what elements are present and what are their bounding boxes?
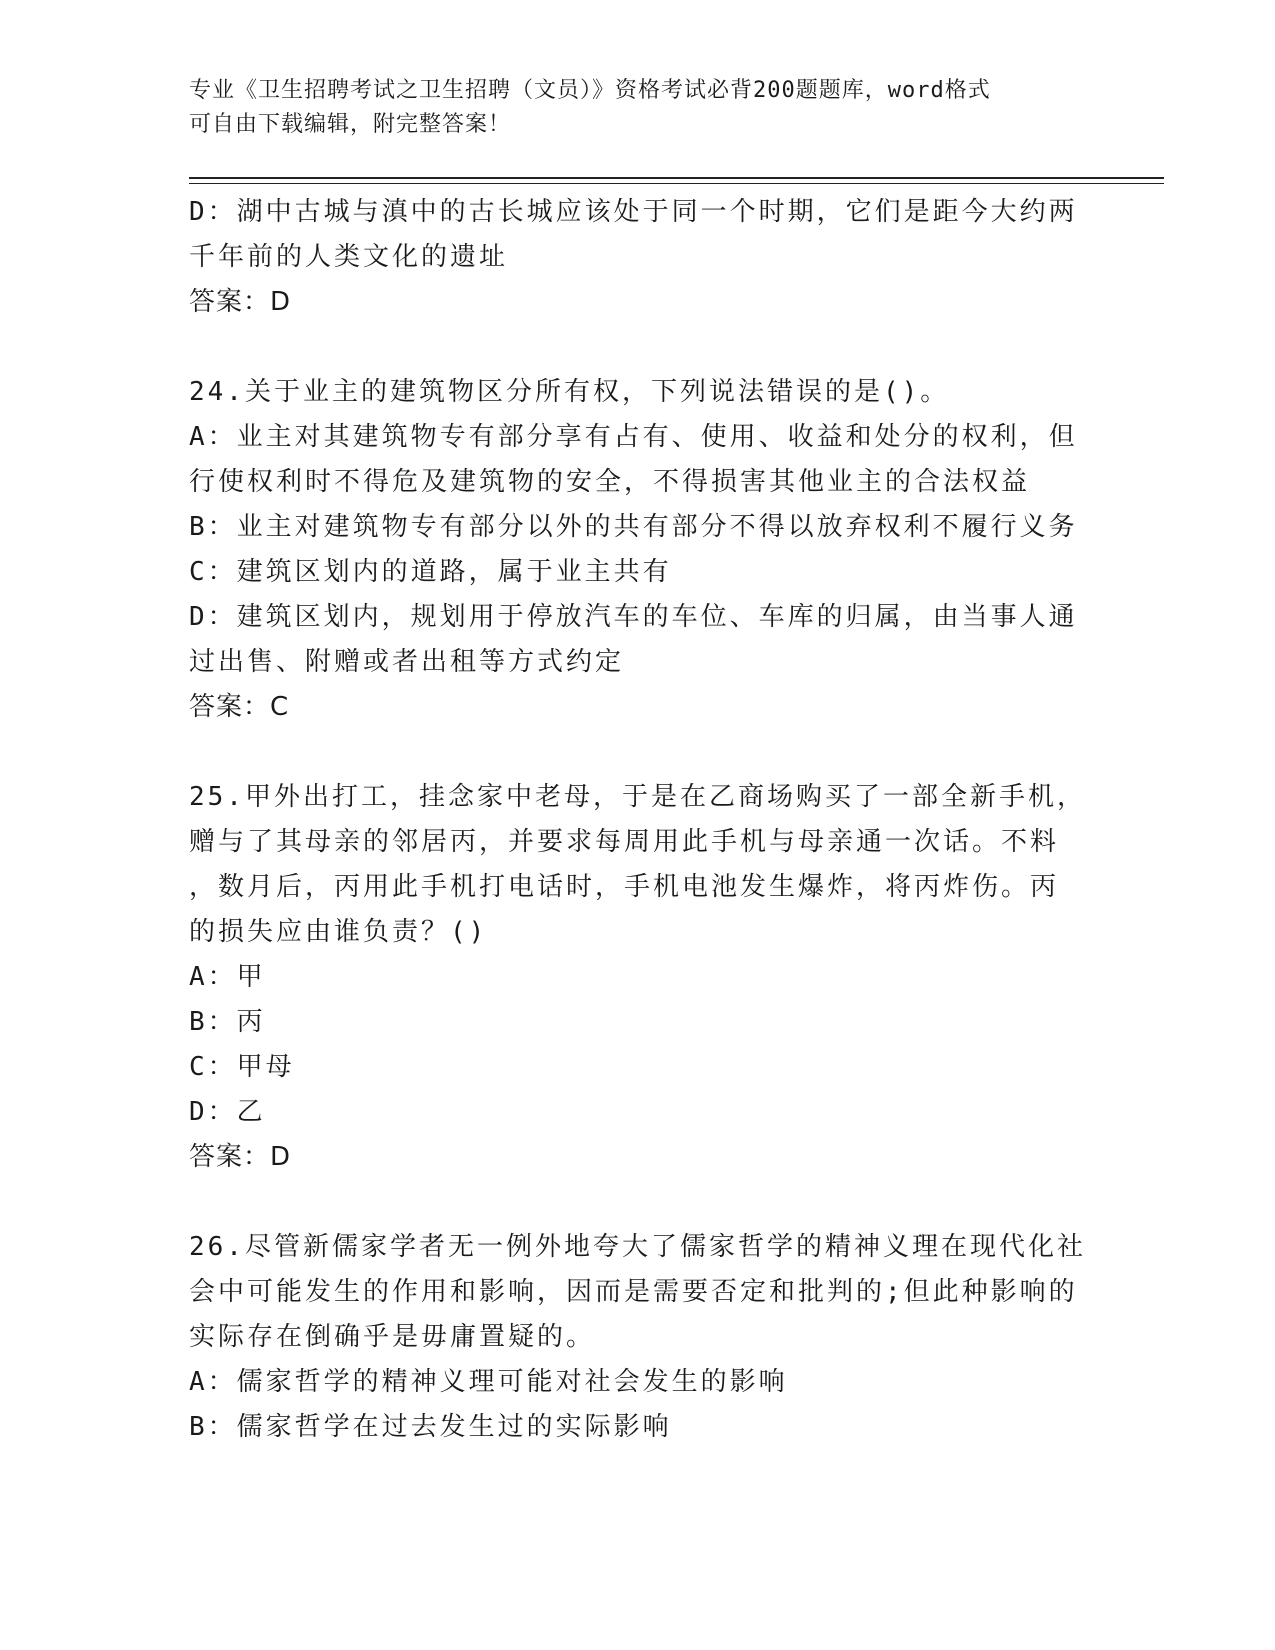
q26-stem-line-3: 实际存在倒确乎是毋庸置疑的。 xyxy=(189,1322,596,1352)
q24-option-a-line-1: A：业主对其建筑物专有部分享有占有、使用、收益和处分的权利，但 xyxy=(189,422,1078,452)
q24-stem-line-1: 24.关于业主的建筑物区分所有权，下列说法错误的是()。 xyxy=(189,377,950,407)
q25-option-c: C：甲母 xyxy=(189,1052,295,1082)
question-25 xyxy=(189,775,1086,1180)
q25-stem-line-2: 赠与了其母亲的邻居丙，并要求每周用此手机与母亲通一次话。不料 xyxy=(189,827,1060,857)
q24-option-b: B：业主对建筑物专有部分以外的共有部分不得以放弃权利不履行义务 xyxy=(189,512,1078,542)
q25-option-b: B：丙 xyxy=(189,1007,266,1037)
spacer xyxy=(189,1180,1079,1225)
document-header: 专业《卫生招聘考试之卫生招聘（文员）》资格考试必背200题题库，word格式 可自由下载编辑，附完整答案！ xyxy=(189,78,991,137)
question-23-continuation xyxy=(189,190,1079,325)
document-body xyxy=(189,190,1086,1450)
q23-option-d-line-1: D：湖中古城与滇中的古长城应该处于同一个时期，它们是距今大约两 xyxy=(189,197,1078,227)
question-26 xyxy=(189,1225,1086,1450)
q24-option-a-line-2: 行使权利时不得危及建筑物的安全，不得损害其他业主的合法权益 xyxy=(189,467,1031,497)
q25-option-a: A：甲 xyxy=(189,962,266,992)
q24-option-c: C：建筑区划内的道路，属于业主共有 xyxy=(189,557,672,587)
q24-answer: 答案：C xyxy=(189,692,290,722)
q26-stem-line-1: 26.尽管新儒家学者无一例外地夸大了儒家哲学的精神义理在现代化社 xyxy=(189,1232,1086,1262)
header-rule-thick xyxy=(189,177,1164,179)
q25-stem-line-3: ，数月后，丙用此手机打电话时，手机电池发生爆炸，将丙炸伤。丙 xyxy=(189,872,1060,902)
question-24 xyxy=(189,370,1079,730)
q25-answer: 答案：D xyxy=(189,1142,292,1172)
q25-option-d: D：乙 xyxy=(189,1097,266,1127)
q25-stem-line-4: 的损失应由谁负责？() xyxy=(189,917,488,947)
q24-option-d-line-1: D：建筑区划内，规划用于停放汽车的车位、车库的归属，由当事人通 xyxy=(189,602,1078,632)
header-rule-thin xyxy=(189,183,1164,184)
q26-option-b: B：儒家哲学在过去发生过的实际影响 xyxy=(189,1412,672,1442)
spacer xyxy=(189,730,1079,775)
q24-option-d-line-2: 过出售、附赠或者出租等方式约定 xyxy=(189,647,625,677)
q26-option-a: A：儒家哲学的精神义理可能对社会发生的影响 xyxy=(189,1367,788,1397)
spacer xyxy=(189,325,1079,370)
q23-answer: 答案：D xyxy=(189,287,292,317)
q26-stem-line-2: 会中可能发生的作用和影响，因而是需要否定和批判的;但此种影响的 xyxy=(189,1277,1078,1307)
q23-option-d-line-2: 千年前的人类文化的遗址 xyxy=(189,242,509,272)
q25-stem-line-1: 25.甲外出打工，挂念家中老母，于是在乙商场购买了一部全新手机， xyxy=(189,782,1086,812)
